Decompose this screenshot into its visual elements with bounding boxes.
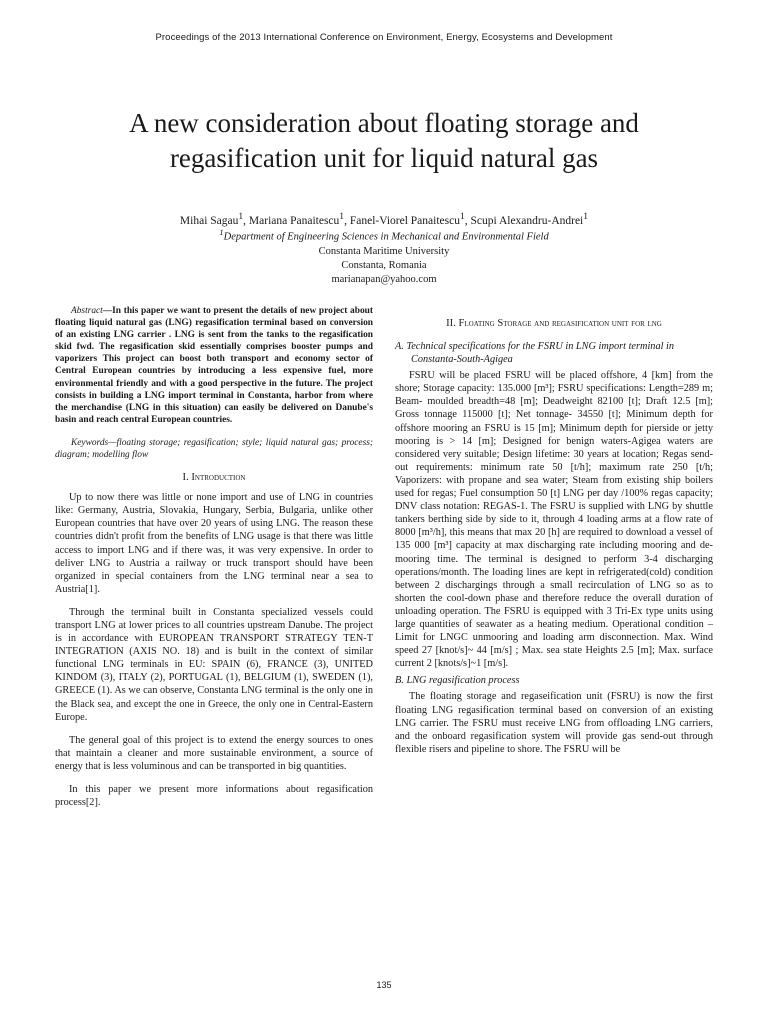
- intro-paragraph-3: The general goal of this project is to extend the energy sources to ones that maintain a cleaner and more sustainable environment, a source of energy that is less voluminous and can be transported in big quantities.: [55, 734, 373, 772]
- regasification-paragraph: The floating storage and regaseification unit (FSRU) is now the first floating LNG regasification terminal based on conversion of an existing LNG carrier. The FSRU must receive LNG from offloading LNG carriers, and the onboard regasification system will provide gas send-out through flexible risers and pipeline to shore. The FSRU will be: [395, 691, 713, 755]
- section-heading-introduction: I. Introduction: [182, 472, 246, 484]
- university: Constanta Maritime University: [318, 245, 450, 257]
- abstract-label: Abstract: [71, 306, 103, 316]
- department: [60, 225, 708, 245]
- subsection-heading-technical-specs: A. Technical specifications for the FSRU in LNG import terminal in Constanta-South-Agigea: [395, 341, 675, 366]
- keywords-text: —floating storage; regasification; style; liquid natural gas; process; diagram; modelling flow: [55, 437, 373, 461]
- author-4-sup: 1: [583, 211, 589, 222]
- intro-paragraph-1: Up to now there was little or none import and use of LNG in countries like: Germany, Austria, Slovakia, Hungary, Serbia, Bulgaria, unlike other European countries that have over 20 years of using LNG. The reason these countries didn't profit from the benefits of LNG usage is that there was little access to import LNG and if there was, it was very expensive. In order to deliver LNG to Austria a railway or truck transport should have been organized in special containers from the LNG terminal near a sea to Austria[1].: [55, 492, 373, 595]
- paper-title: [90, 106, 678, 176]
- technical-specs-paragraph: FSRU will be placed FSRU will be placed offshore, 4 [km] from the shore; Storage capacity: 135.000 [m³]; FSRU specifications: Length=289 m; Beam- moulded breadth=48 [m]; Deadweight 82100 [t]; Draft 12.5 [m]; Gross tonnage 115000 [t]; Net tonnage- 34550 [t]; Minimum depth for offshore mooring an FSRU is 15 [m]; Minimum depth for pierside or jetty mooring is > 14 [m]; Designed for benign waters-Agigea waters are considered very suitable; Design lifetime: 30 years at location; Regas send-out requirements: minimum rate 50 [t/h]; maximum rate 250 [t/h; Vaporizers: with propane and sea water; Steam from existing ship boilers used for regas; Fuel consumption 50 [t] LNG per day /100% regas capacity; DNV class notation: REGAS-1. The FSRU is supplied with LNG by shuttle tankers berthing side by side to it, through 4 loading arms at a flow rate of 8000 [m³/h], this means that max 20 [h] are required to download a vessel of 135 000 [m³] capacity at max discharging rate including mooring and de-mooring time. The terminal is designed to perform 3-4 discharging operations/month. The loading lines are kept in refrigerated(cold) condition between 2 dischargings through a small recirculation of LNG so as to shorten the cool-down phase and therefore reduce the overall duration of unloading operation. The FSRU is equipped with 3 Tri-Ex type units using large quantities of seawater as a heating medium. Operational condition – Limit for LNGC unmooring and loading arm disconnection. Max. Wind speed 27 [knot/s]~ 44 [m/s] ; Max. sea state Heights 2.5 [m]; Max. surface current 2 [knots/s]~1 [m/s].: [395, 370, 713, 670]
- title-line-1: A new consideration about floating storage and: [129, 108, 639, 138]
- right-column: [395, 317, 713, 766]
- author-4: Scupi Alexandru-Andrei: [470, 214, 584, 227]
- intro-paragraph-4: In this paper we present more informations about regasification process[2].: [55, 784, 373, 809]
- left-column: [55, 305, 373, 819]
- page-number: 135: [376, 980, 392, 990]
- department-sup: 1: [219, 227, 224, 237]
- abstract: [55, 305, 373, 426]
- department-name: Department of Engineering Sciences in Mechanical and Environmental Field: [223, 231, 549, 243]
- email-address: marianapan@yahoo.com: [331, 273, 437, 285]
- author-1-sup: 1: [238, 211, 244, 222]
- intro-paragraph-2: Through the terminal built in Constanta specialized vessels could transport LNG at lower prices to all countries upstream Danube. The project is in accordance with EUROPEAN TRANSPORT STRATEGY TEN-T INTEGRATION (AXIS NO. 18) and is built in the context of similar functional LNG terminals in EU: SPAIN (6), FRANCE (3), UNITED KINDOM (3), ITALY (2), PORTUGAL (1), BELGIUM (1), SWEDEN (1), GREECE (1). As we can observe, Constanta LNG terminal is the only one in the Black sea, and except the one in Greece, the only one in Central-Eastern Europe.: [55, 606, 373, 723]
- author-2: Mariana Panaitescu: [248, 214, 340, 227]
- subsection-heading-regasification: B. LNG regasification process: [395, 675, 520, 687]
- keywords-label: Keywords: [71, 437, 109, 448]
- title-line-2: regasification unit for liquid natural gas: [169, 143, 599, 173]
- author-3: Fanel-Viorel Panaitescu: [349, 214, 460, 227]
- city: Constanta, Romania: [341, 259, 427, 271]
- abstract-text: —In this paper we want to present the details of new project about floating liquid natural gas (LNG) regasification terminal based on conversion of an existing LNG carrier . LNG is sent from the tanks to the regasification skid fwd. The regasification skid essentially comprises booster pumps and vaporizers This project can boost both transport and economy sector of Central European countries by introducing a less expensive fuel, more environmental friendly and with a good perspective in the future. The project consists in building a LNG import terminal in Constanta, harbor from where the merchandise (LNG in this situation) can easily be delivered on Danube's basin and reach central European countries.: [55, 306, 373, 425]
- affiliation-block: [60, 225, 708, 287]
- keywords: [55, 437, 373, 461]
- proceedings-header: Proceedings of the 2013 International Conference on Environment, Energy, Ecosystems and Development: [155, 32, 613, 43]
- author-list: Mihai Sagau$^1$, Mariana Panaitescu$^1$, Fanel-Viorel Panaitescu$^1$, Scupi Alexandru-Andrei$^1$: [179, 211, 589, 227]
- section-heading-fsru: II. Floating Storage and regasification unit for lng: [446, 318, 662, 329]
- author-3-sup: 1: [459, 211, 465, 222]
- author-1: Mihai Sagau: [179, 214, 239, 227]
- author-2-sup: 1: [339, 211, 345, 222]
